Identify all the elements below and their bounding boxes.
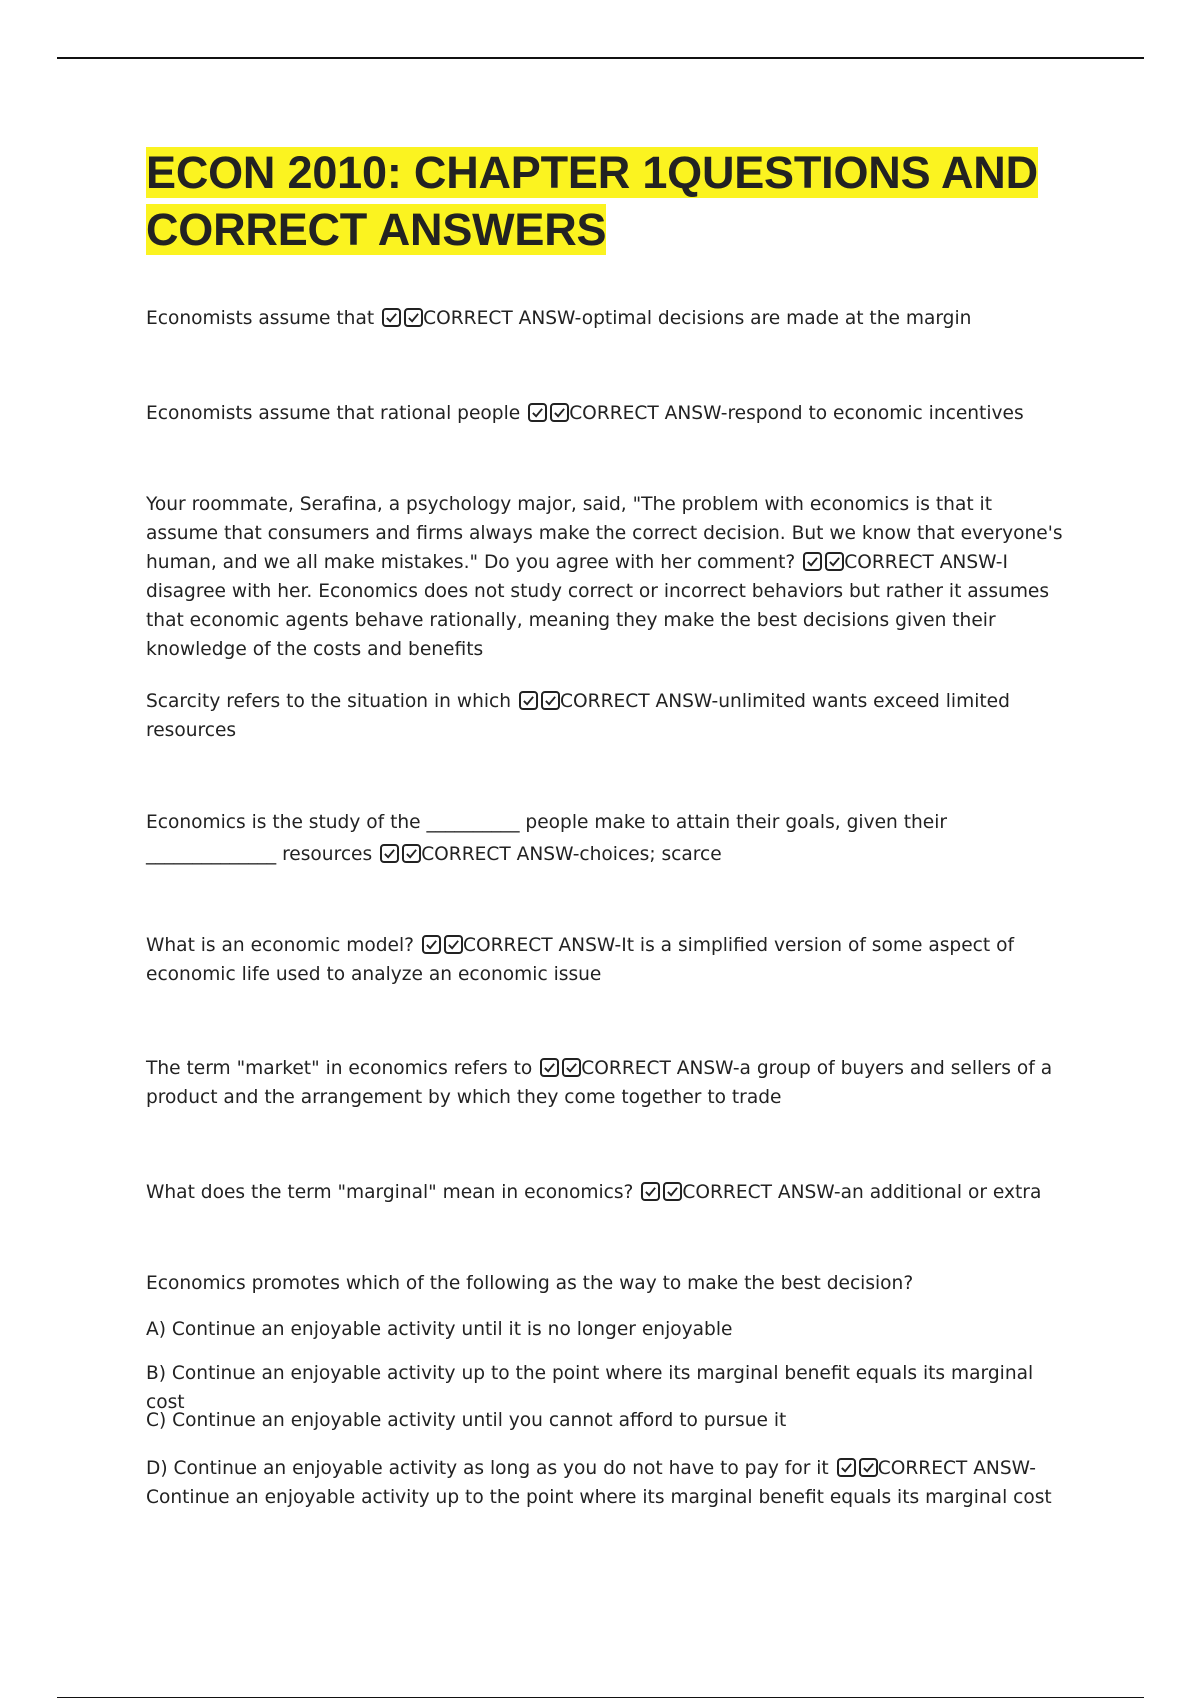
answer-marker: CORRECT ANSW- — [560, 691, 719, 712]
checkbox-icon — [444, 935, 463, 954]
question-text: Economics is the study of the __________ people make to attain their goals, given their ______________ resources — [146, 812, 948, 865]
answer-text: Continue an enjoyable activity up to the point where its marginal benefit equals its marginal cost — [146, 1487, 1052, 1508]
qa-item-3 — [146, 490, 1066, 664]
option-text: D) Continue an enjoyable activity as long as you do not have to pay for it — [146, 1458, 829, 1479]
answer-text: It is a simplified version of some aspect of economic life used to analyze an economic issue — [146, 935, 1014, 985]
checkbox-icon — [663, 1182, 682, 1201]
answer-text: optimal decisions are made at the margin — [581, 308, 972, 329]
checkbox-icon — [641, 1182, 660, 1201]
answer-text: respond to economic incentives — [727, 403, 1024, 424]
question-text: Scarcity refers to the situation in which — [146, 691, 512, 712]
question-text: The term "market" in economics refers to — [146, 1058, 533, 1079]
checkbox-icon — [541, 691, 560, 710]
answer-marker: CORRECT ANSW- — [844, 552, 1003, 573]
mc-option-a: A) Continue an enjoyable activity until it is no longer enjoyable — [146, 1319, 733, 1340]
checkbox-icon — [422, 935, 441, 954]
qa-item-2 — [146, 399, 1066, 428]
top-rule — [57, 57, 1144, 59]
qa-item-5 — [146, 807, 1066, 871]
answer-text: an additional or extra — [840, 1182, 1042, 1203]
answer-text: unlimited wants exceed limited resources — [146, 691, 1010, 741]
checkbox-icon — [528, 403, 547, 422]
qa-item-4 — [146, 687, 1066, 745]
checkbox-icon — [803, 552, 822, 571]
answer-marker: CORRECT ANSW- — [877, 1458, 1036, 1479]
qa-item-6 — [146, 931, 1066, 989]
question-text: Economists assume that — [146, 308, 375, 329]
answer-text: a group of buyers and sellers of a product and the arrangement by which they come together to trade — [146, 1058, 1053, 1108]
answer-marker: CORRECT ANSW- — [423, 308, 582, 329]
checkbox-icon — [859, 1458, 878, 1477]
answer-marker: CORRECT ANSW- — [569, 403, 728, 424]
checkbox-icon — [825, 552, 844, 571]
checkbox-icon — [380, 844, 399, 863]
qa-item-7 — [146, 1054, 1066, 1112]
qa-item-1 — [146, 304, 1066, 333]
checkbox-icon — [382, 308, 401, 327]
question-text: What does the term "marginal" mean in economics? — [146, 1182, 634, 1203]
question-text: Your roommate, Serafina, a psychology major, said, "The problem with economics is that it assume that consumers and firms always make the correct decision. But we know that everyone's human, and we all make mistakes." Do you agree with her comment? — [146, 494, 1063, 573]
qa-item-8 — [146, 1178, 1066, 1207]
answer-text: I disagree with her. Economics does not study correct or incorrect behaviors but rather it assumes that economic agents behave rationally, meaning they make the best decisions given their knowledge of the costs and benefits — [146, 552, 1050, 660]
document-title: ECON 2010: CHAPTER 1QUESTIONS AND CORRECT ANSWERS — [146, 147, 1038, 255]
answer-marker: CORRECT ANSW- — [421, 844, 580, 865]
answer-marker: CORRECT ANSW- — [463, 935, 622, 956]
answer-marker: CORRECT ANSW- — [682, 1182, 841, 1203]
checkbox-icon — [562, 1058, 581, 1077]
answer-text: choices; scarce — [579, 844, 722, 865]
checkbox-icon — [540, 1058, 559, 1077]
mc-option-b: B) Continue an enjoyable activity up to the point where its marginal benefit equals its marginal cost — [146, 1363, 1034, 1413]
checkbox-icon — [404, 308, 423, 327]
checkbox-icon — [550, 403, 569, 422]
answer-marker: CORRECT ANSW- — [581, 1058, 740, 1079]
mc-option-d — [146, 1454, 1066, 1512]
checkbox-icon — [837, 1458, 856, 1477]
checkbox-icon — [519, 691, 538, 710]
mc-option-c: C) Continue an enjoyable activity until you cannot afford to pursue it — [146, 1410, 787, 1431]
bottom-rule — [57, 1697, 1144, 1698]
question-text: What is an economic model? — [146, 935, 414, 956]
question-text: Economists assume that rational people — [146, 403, 521, 424]
mc-question: Economics promotes which of the following as the way to make the best decision? — [146, 1273, 914, 1294]
checkbox-icon — [402, 844, 421, 863]
